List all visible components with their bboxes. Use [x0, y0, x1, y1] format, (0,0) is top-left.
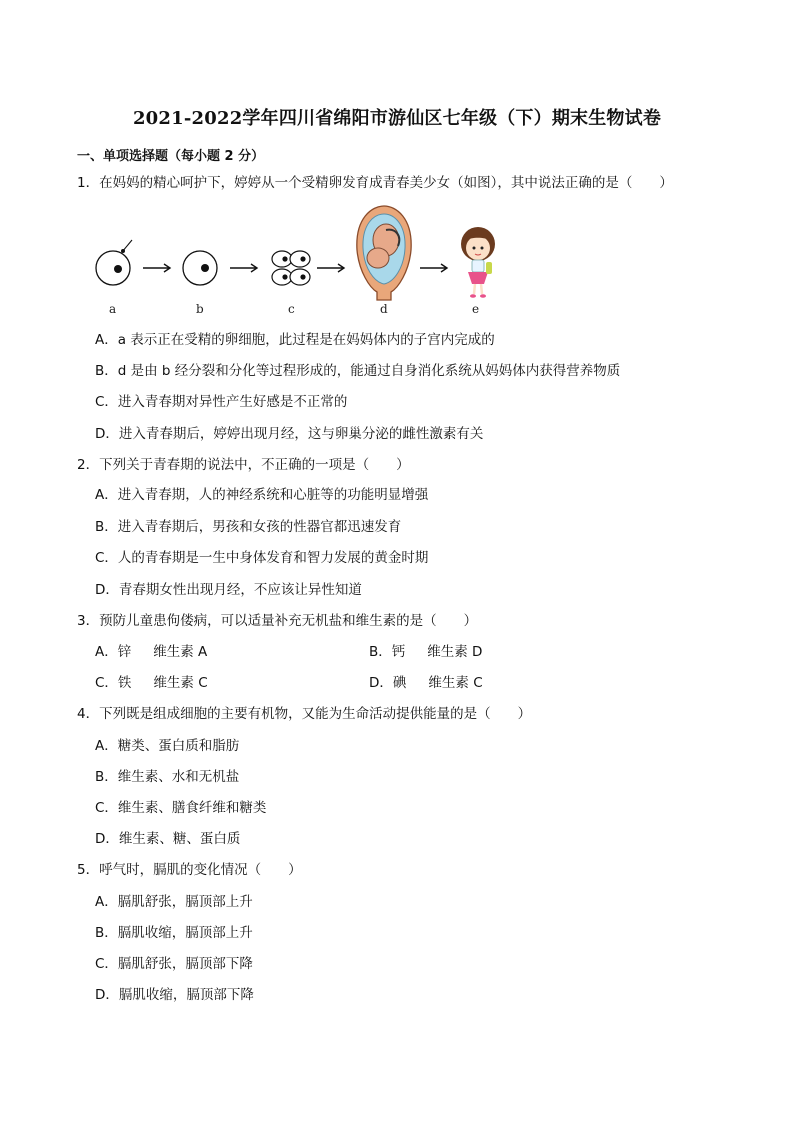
question-1-option-b: B．d 是由 b 经分裂和分化等过程形成的，能通过自身消化系统从妈妈体内获得营养物质 — [95, 363, 621, 379]
question-1-stem: 1．在妈妈的精心呵护下，婷婷从一个受精卵发育成青春美少女（如图），其中说法正确的是（ ） — [77, 175, 673, 191]
arrow-icon — [317, 264, 344, 272]
option-vitamin: 维生素 C — [153, 675, 208, 691]
question-3-option-d — [369, 674, 483, 692]
question-2-option-b: B．进入青春期后，男孩和女孩的性器官都迅速发育 — [95, 519, 402, 535]
question-2-option-a: A．进入青春期，人的神经系统和心脏等的功能明显增强 — [95, 487, 429, 503]
figure-label-a: a — [109, 302, 117, 316]
option-letter: B．钙 — [369, 644, 406, 660]
question-5-option-d: D．膈肌收缩，膈顶部下降 — [95, 987, 254, 1003]
figure-label-e: e — [472, 302, 480, 316]
question-4-option-a: A．糖类、蛋白质和脂肪 — [95, 738, 240, 754]
arrow-icon — [230, 264, 257, 272]
option-letter: C．铁 — [95, 675, 132, 691]
question-2-option-d: D．青春期女性出现月经，不应该让异性知道 — [95, 582, 362, 598]
question-2-stem: 2．下列关于青春期的说法中，不正确的一项是（ ） — [77, 457, 410, 473]
question-4-option-d: D．维生素、糖、蛋白质 — [95, 831, 241, 847]
question-5-option-c: C．膈肌舒张，膈顶部下降 — [95, 956, 253, 972]
question-5-option-b: B．膈肌收缩，膈顶部上升 — [95, 925, 253, 941]
question-3-option-a — [95, 643, 207, 661]
zygote-icon — [183, 251, 217, 285]
egg-cell-icon — [96, 240, 132, 285]
girl-icon — [461, 227, 495, 298]
question-3-option-c — [95, 674, 208, 692]
option-letter: A．锌 — [95, 644, 132, 660]
figure-label-b: b — [196, 302, 204, 316]
question-1-option-a: A．a 表示正在受精的卵细胞，此过程是在妈妈体内的子宫内完成的 — [95, 332, 495, 348]
page-title: 2021-2022学年四川省绵阳市游仙区七年级（下）期末生物试卷 — [132, 108, 662, 129]
figure-label-d: d — [380, 302, 388, 316]
question-5-stem: 5．呼气时，膈肌的变化情况（ ） — [77, 862, 302, 878]
option-letter: D．碘 — [369, 675, 407, 691]
question-2-option-c: C．人的青春期是一生中身体发育和智力发展的黄金时期 — [95, 550, 429, 566]
question-5-option-a: A．膈肌舒张，膈顶部上升 — [95, 894, 253, 910]
question-4-option-b: B．维生素、水和无机盐 — [95, 769, 240, 785]
question-3-option-b — [369, 643, 482, 661]
question-3-stem: 3．预防儿童患佝偻病，可以适量补充无机盐和维生素的是（ ） — [77, 613, 478, 629]
option-vitamin: 维生素 D — [427, 644, 483, 660]
option-vitamin: 维生素 A — [153, 644, 208, 660]
dividing-cells-icon — [272, 251, 310, 285]
question-1-option-d: D．进入青春期后，婷婷出现月经，这与卵巢分泌的雌性激素有关 — [95, 426, 484, 442]
figure-label-c: c — [288, 302, 295, 316]
fetus-in-uterus-icon — [357, 206, 411, 300]
development-figure — [80, 200, 520, 320]
arrow-icon — [143, 264, 170, 272]
question-1-option-c: C．进入青春期对异性产生好感是不正常的 — [95, 394, 348, 410]
question-4-option-c: C．维生素、膳食纤维和糖类 — [95, 800, 267, 816]
option-vitamin: 维生素 C — [428, 675, 483, 691]
section-heading: 一、单项选择题（每小题 2 分） — [77, 149, 265, 164]
arrow-icon — [420, 264, 447, 272]
question-4-stem: 4．下列既是组成细胞的主要有机物，又能为生命活动提供能量的是（ ） — [77, 706, 532, 722]
